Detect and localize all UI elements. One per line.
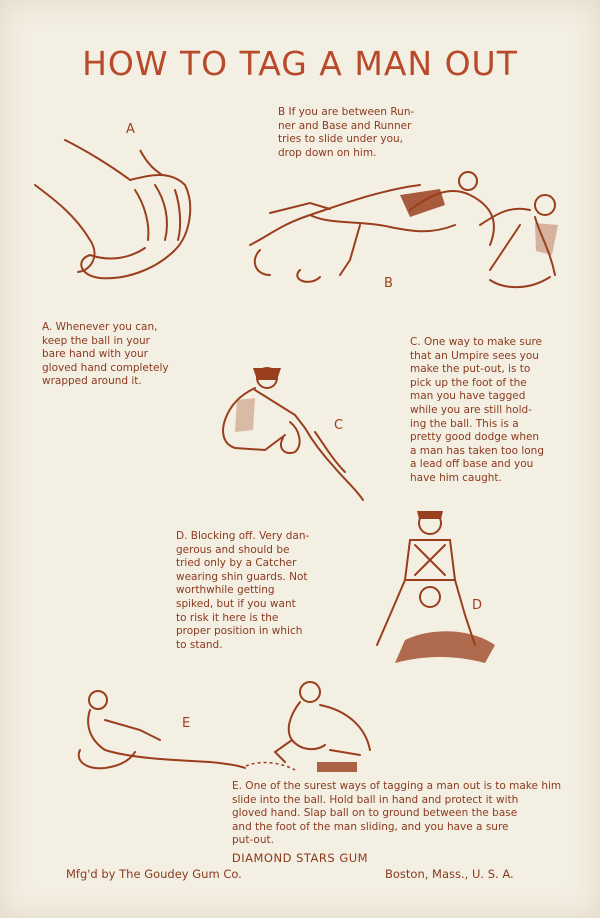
text-section-c: C. One way to make sure that an Umpire sees you make the put-out, is to pick up the foot of the man you have tagged while you are still hold- ing the ball. This is a pretty good dodge when a man has taken too long a lead off base and you have him caught. — [410, 336, 544, 484]
footer-manufacturer: Mfg'd by The Goudey Gum Co. — [66, 867, 242, 881]
illustration-b — [240, 165, 580, 295]
illustration-a — [30, 130, 205, 295]
text-section-b: B If you are between Run- ner and Base and Runner tries to slide under you, drop down on him. — [278, 106, 415, 159]
label-a: A — [126, 122, 135, 137]
label-d: D — [472, 598, 483, 613]
text-section-e: E. One of the surest ways of tagging a man out is to make him slide into the ball. Hold ball in hand and protect it with gloved hand. Slap ball on to ground between the base and the foot of the man sliding, and you have a sure put-out. — [232, 780, 562, 847]
footer-brand: DIAMOND STARS GUM — [231, 851, 369, 865]
illustration-d — [365, 505, 500, 670]
text-section-a: A. Whenever you can, keep the ball in your bare hand with your gloved hand completely wrapped around it. — [42, 321, 169, 388]
label-b: B — [384, 276, 393, 291]
footer-location: Boston, Mass., U. S. A. — [385, 867, 514, 881]
illustration-c — [205, 360, 375, 510]
label-e: E — [182, 716, 191, 731]
label-c: C — [334, 418, 344, 433]
text-section-d: D. Blocking off. Very dan- gerous and should be tried only by a Catcher wearing shin guards. Not worthwhile getting spiked, but if you want to risk it here is the proper position in which to stand. — [176, 530, 310, 651]
illustration-e — [70, 680, 390, 780]
card-title: HOW TO TAG A MAN OUT — [82, 44, 518, 83]
